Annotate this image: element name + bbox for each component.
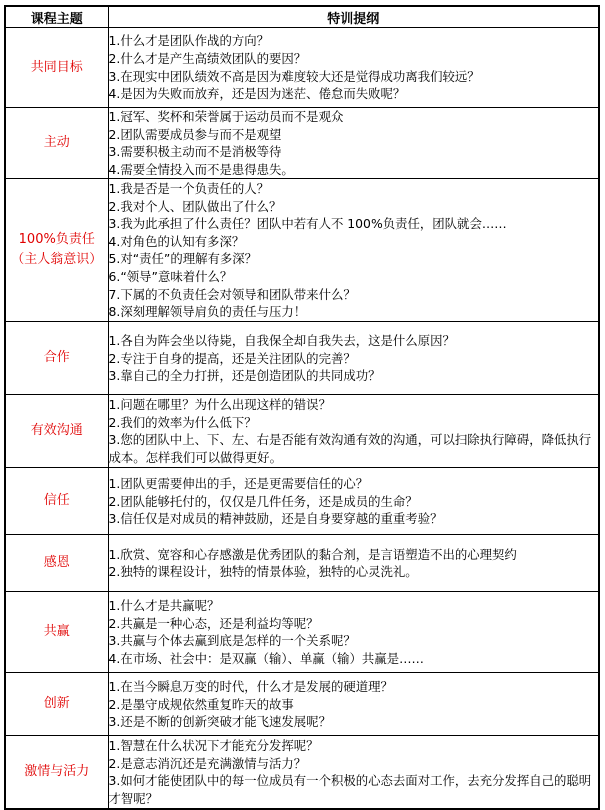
- topic-cell: [5, 395, 108, 468]
- outline-cell: [108, 736, 599, 809]
- table-row: [5, 673, 599, 736]
- outline-item: 2.团队能够托付的，仅仅是几件任务，还是成员的生命？: [108, 493, 418, 509]
- outline-cell: [108, 468, 599, 535]
- topic-label: 有效沟通: [30, 423, 83, 439]
- outline-cell: [108, 179, 599, 322]
- outline-item: 5.对“责任”的理解有多深？: [108, 251, 258, 267]
- topic-cell: [5, 322, 108, 395]
- outline-item: 3.如何才能使团队中的每一位成员有一个积极的心态去面对工作，去充分发挥自己的聪明才智呢？: [108, 773, 592, 806]
- outline-cell: [108, 108, 599, 179]
- topic-label: 共赢: [43, 624, 70, 640]
- outline-item: 2.共赢是一种心态，还是利益均等呢？: [108, 615, 319, 631]
- outline-item: 2.专注于自身的提高，还是关注团队的完善？: [108, 350, 356, 366]
- topic-label: 感恩: [43, 555, 70, 571]
- outline-item: 3.共赢与个体去赢到底是怎样的一个关系呢？: [108, 633, 356, 649]
- outline-item: 4.需要全情投入而不是患得患失。: [108, 161, 294, 177]
- outline-item: 3.您的团队中上、下、左、右是否能有效沟通有效的沟通，可以扫除执行障碍，降低执行成本。怎样我们可以做得更好。: [108, 432, 592, 465]
- outline-item: 1.什么才是团队作战的方向？: [108, 33, 270, 49]
- topic-cell: [5, 535, 108, 592]
- outline-item: 3.靠自己的全力打拼，还是创造团队的共同成功？: [108, 368, 381, 384]
- outline-item: 1.欣赏、宽容和心存感激是优秀团队的黏合剂，是言语塑造不出的心理契约: [108, 546, 517, 562]
- outline-cell: [108, 673, 599, 736]
- outline-item: 2.什么才是产生高绩效团队的要因？: [108, 50, 307, 66]
- header-topic: 课程主题: [5, 6, 108, 28]
- outline-item: 1.各自为阵会坐以待毙，自我保全却自我失去，这是什么原因？: [108, 332, 455, 348]
- topic-cell: [5, 592, 108, 673]
- outline-item: 2.我对个人、团队做出了什么？: [108, 198, 282, 214]
- topic-label: 激情与活力: [24, 764, 90, 780]
- topic-cell: [5, 736, 108, 809]
- header-outline: 特训提纲: [108, 6, 599, 28]
- outline-item: 2.是意志消沉还是充满激情与活力？: [108, 755, 307, 771]
- table-row: [5, 108, 599, 179]
- outline-item: 3.信任仅是对成员的精神鼓励，还是自身要穿越的重重考验？: [108, 511, 443, 527]
- topic-label: 创新: [43, 696, 70, 712]
- table-row: [5, 468, 599, 535]
- outline-cell: [108, 322, 599, 395]
- outline-item: 3.我为此承担了什么责任？团队中若有人不 100%负责任，团队就会……: [108, 216, 507, 232]
- topic-cell: [5, 468, 108, 535]
- topic-cell: [5, 28, 108, 108]
- outline-item: 1.冠军、奖杯和荣誉属于运动员而不是观众: [108, 109, 344, 124]
- outline-item: 3.需要积极主动而不是消极等待: [108, 144, 282, 160]
- table-body: [5, 28, 599, 809]
- topic-label: 合作: [43, 350, 70, 366]
- header-row: [5, 6, 599, 28]
- topic-label: 100%负责任: [18, 232, 95, 248]
- outline-cell: [108, 592, 599, 673]
- table-row: [5, 179, 599, 322]
- outline-item: 3.还是不断的创新突破才能飞速发展呢？: [108, 714, 331, 730]
- table-row: [5, 395, 599, 468]
- table-row: [5, 736, 599, 809]
- outline-item: 7.下属的不负责任会对领导和团队带来什么？: [108, 286, 356, 302]
- outline-item: 2.我们的效率为什么低下？: [108, 414, 257, 430]
- outline-item: 3.在现实中团队绩效不高是因为难度较大还是觉得成功离我们较远？: [108, 68, 480, 84]
- table-row: [5, 28, 599, 108]
- topic-label: 主动: [43, 135, 70, 151]
- outline-item: 4.是因为失败而放弃，还是因为迷茫、倦怠而失败呢？: [108, 86, 406, 102]
- outline-item: 6.“领导”意味着什么？: [108, 268, 233, 284]
- topic-cell: [5, 179, 108, 322]
- outline-item: 8.深刻理解领导肩负的责任与压力！: [108, 304, 307, 320]
- outline-cell: [108, 28, 599, 108]
- topic-label: （主人翁意识）: [11, 252, 103, 268]
- outline-cell: [108, 535, 599, 592]
- outline-item: 1.我是否是一个负责任的人？: [108, 181, 270, 196]
- outline-item: 1.在当今瞬息万变的时代，什么才是发展的硬道理？: [108, 678, 393, 694]
- outline-item: 1.什么才是共赢呢？: [108, 598, 220, 614]
- table-row: [5, 535, 599, 592]
- outline-item: 2.团队需要成员参与而不是观望: [108, 126, 282, 142]
- topic-cell: [5, 673, 108, 736]
- table-row: [5, 592, 599, 673]
- outline-item: 2.独特的课程设计，独特的情景体验，独特的心灵洗礼。: [108, 564, 418, 580]
- topic-label: 信任: [43, 493, 70, 509]
- outline-item: 1.智慧在什么状况下才能充分发挥呢？: [108, 737, 319, 753]
- topic-cell: [5, 108, 108, 179]
- course-outline-table: [4, 5, 600, 810]
- topic-label: 共同目标: [30, 59, 83, 75]
- outline-item: 4.在市场、社会中：是双赢（输）、单赢（输）共赢是……: [108, 650, 424, 666]
- table-row: [5, 322, 599, 395]
- outline-cell: [108, 395, 599, 468]
- outline-item: 1.团队更需要伸出的手，还是更需要信任的心？: [108, 475, 369, 491]
- outline-item: 2.是墨守成规依然重复昨天的故事: [108, 696, 294, 712]
- outline-item: 1.问题在哪里？为什么出现这样的错误？: [108, 397, 331, 413]
- outline-item: 4.对角色的认知有多深？: [108, 233, 245, 249]
